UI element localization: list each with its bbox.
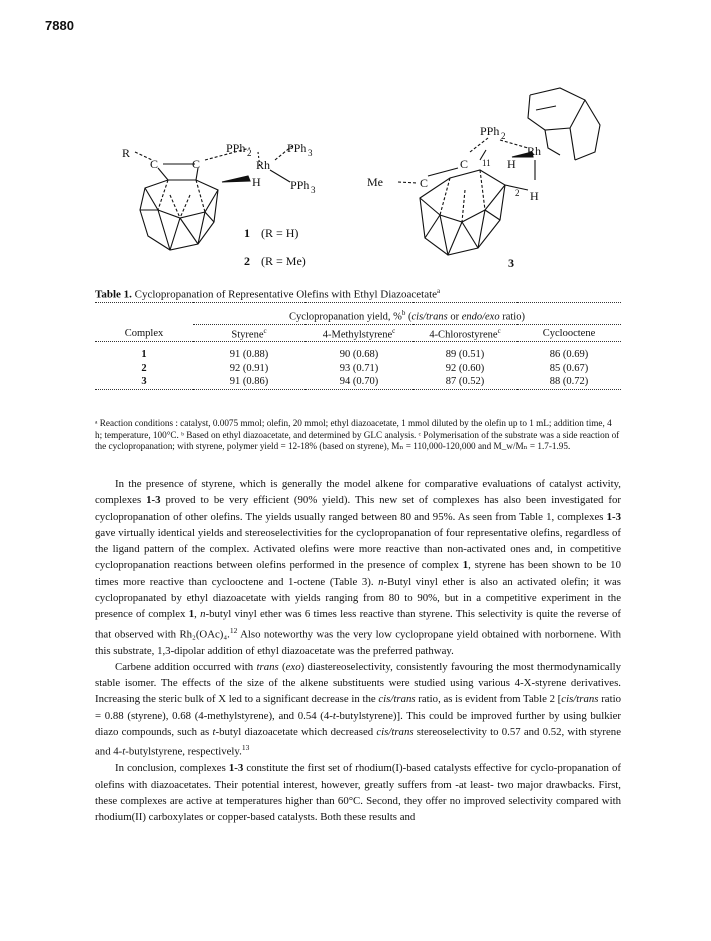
s1-pph3b-label: PPh <box>290 178 310 192</box>
s1-label-num: 1 <box>244 226 250 240</box>
table-row: 1 91 (0.88) 90 (0.68) 89 (0.51) 86 (0.69) <box>141 348 589 360</box>
chemical-structures-figure <box>0 0 711 285</box>
s3-h1-label: H <box>507 157 516 171</box>
table-row: 2 92 (0.91) 93 (0.71) 92 (0.60) 85 (0.67) <box>141 362 589 374</box>
s1-rh-label: Rh <box>256 158 271 172</box>
col-header-methylstyrene: 4-Methylstyrene$^c$ <box>322 327 396 341</box>
col-header-complex: Complex <box>124 328 164 340</box>
table-footnote: ᵃ Reaction conditions : catalyst, 0.0075 mmol; olefin, 20 mmol; ethyl diazoacetate, 1 mmol diluted by the olefin up to 1 mL; addition time, 4 h; temperature, 100°C. ᵇ Based on ethyl diazoacetate, and determined by GLC analysis. ᶜ Polymerisation of the substrate was a side reaction of the cyclopropanation; with styrene, polymer yield = 12-18% (based on styrene), Mₙ = 110,000-120,000 and M_w/Mₙ = 1.7-1.95. <box>95 418 620 451</box>
group-header: Cyclopropanation yield, %$^b$ (cis/trans or endo/exo ratio) <box>289 308 525 322</box>
s2-label-text: (R = Me) <box>261 254 306 268</box>
table-caption <box>95 287 440 301</box>
s1-c2-label: C <box>192 157 201 171</box>
s3-pph2-sub: 2 <box>501 131 506 141</box>
s3-rh-label: Rh <box>527 144 542 158</box>
structure-3-drawing <box>398 88 600 255</box>
table-caption-sup: a <box>437 287 441 295</box>
s1-pph3a-sub: 3 <box>308 148 313 158</box>
structures-svg <box>0 0 711 285</box>
paragraph-1: In the presence of styrene, which is generally the model alkene for comparative evaluations of catalyst activity, complexes 1-3 proved to be very efficient (90% yield). This new set of complexes has also been investigated for cyclopropanation of other olefins. The yields usually ranged between 80 and 95%. As seen from Table 1, complexes 1-3 gave virtually identical yields and stereoselectivities for the cyclopropanation of four representative olefins, regardless of the ligand pattern of the complex. Activated olefins were more reactive than non-activated ones and, in competitive cyclopropanation reactions between olefins performed in the presence of complex 1, styrene has been shown to be 10 times more reactive than cyclooctene and 1-octene (Table 3). n-Butyl vinyl ether is also an activated olefin; it was cyclopropanated by ethyl diazoacetate with yields ranging from 80 to 90%, but in a competitive experiment in the presence of complex 1, n-butyl vinyl ether was 6 times less reactive than styrene. This selectivity is quite the reverse of that observed with Rh₂(OAc)₄.$^{12}$ Also noteworthy was the very low cyclopropane yield obtained with norbornene. With this substrate, 1,3-dipolar addition of ethyl diazoacetate was the preferred pathway. <box>95 478 621 657</box>
s1-label-text: (R = H) <box>261 226 299 240</box>
col-header-styrene: Styrene$^c$ <box>231 327 267 341</box>
s1-r-label: R <box>122 146 131 160</box>
col-header-chlorostyrene: 4-Chlorostyrene$^c$ <box>429 327 501 341</box>
s3-h2-label: H <box>530 189 539 203</box>
s3-n11-label: 11 <box>482 158 491 168</box>
s3-n2-label: 2 <box>515 188 520 198</box>
paragraph-2: Carbene addition occurred with trans (exo) diastereoselectivity, consistently favouring the most thermodynamically stable isomer. The effects of the size of the alkene substituents were studied using various 4-X-styrene derivatives. Increasing the steric bulk of X led to a significant decrease in the cis/trans ratio, as is evident from Table 2 [cis/trans ratio = 0.88 (styrene), 0.68 (4-methylstyrene), and 0.54 (4-t-butylstyrene)]. This could be improved further by using bulkier diazo compounds, such as t-butyl diazoacetate which decreased cis/trans stereoselectivity to 0.57 and 0.52, with styrene and 4-t-butylstyrene, respectively.$^{13}$ <box>95 660 621 758</box>
s3-c1-label: C <box>460 157 469 171</box>
s1-pph3b-sub: 3 <box>311 185 316 195</box>
paragraph-3: In conclusion, complexes 1-3 constitute the first set of rhodium(I)-based catalysts effective for cyclo-propanation of olefins with diazoacetates. Their potential interest, however, greatly suffers from -at least- two major drawbacks. First, these complexes are active at temperatures higher than 60°C. Second, they offer no improved selectivity compared with rhodium(II) carboxylates or copper-based catalysts. Both these results and <box>95 762 621 824</box>
s3-me-label: Me <box>367 175 383 189</box>
results-table <box>95 302 621 392</box>
table-caption-text: Cyclopropanation of Representative Olefins with Ethyl Diazoacetate <box>134 288 438 301</box>
body-text <box>95 476 621 825</box>
table-row: 3 91 (0.86) 94 (0.70) 87 (0.52) 88 (0.72) <box>141 376 589 388</box>
s3-label-num: 3 <box>508 256 514 270</box>
s1-c1-label: C <box>150 157 159 171</box>
s1-pph2-sub: 2 <box>247 148 252 158</box>
s1-pph2-label: PPh <box>226 141 246 155</box>
table-caption-bold: Table 1. <box>95 288 132 301</box>
col-header-cyclooctene: Cyclooctene <box>542 328 596 340</box>
s1-h-label: H <box>252 175 261 189</box>
s3-c2-label: C <box>420 176 429 190</box>
s1-pph3a-label: PPh <box>287 141 307 155</box>
page-number: 7880 <box>45 18 74 33</box>
s2-label-num: 2 <box>244 254 250 268</box>
s3-pph2-label: PPh <box>480 124 500 138</box>
